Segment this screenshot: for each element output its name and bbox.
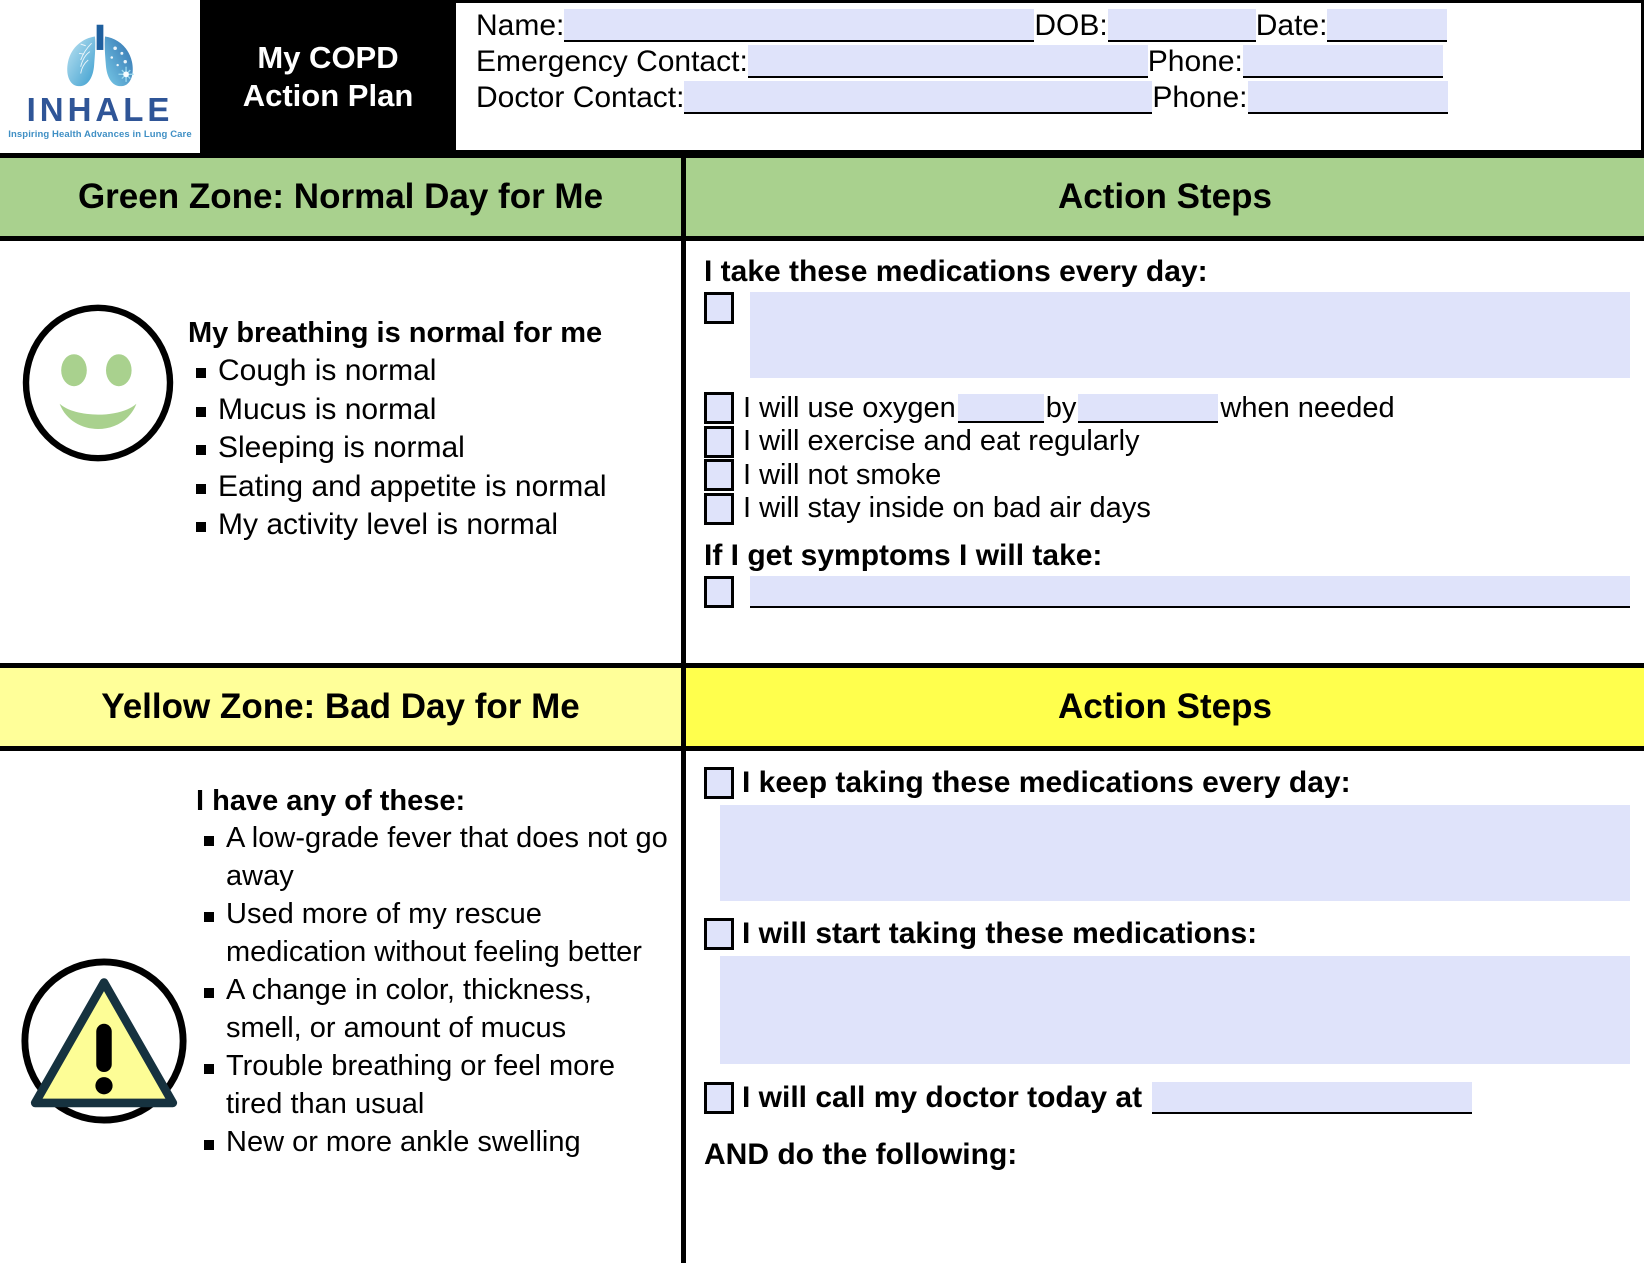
list-item: Trouble breathing or feel more tired than usual [196,1048,673,1124]
doctor-phone-input[interactable] [1248,81,1448,114]
yellow-start-meds-label: I will start taking these medications: [742,917,1258,951]
green-oxygen-checkbox[interactable] [704,392,734,424]
green-oxygen-row [704,392,1630,424]
oxygen-suffix-label: when needed [1220,392,1395,424]
emergency-phone-label: Phone: [1147,44,1243,78]
green-badair-label: I will stay inside on bad air days [743,492,1151,525]
yellow-zone-actions-column [686,668,1644,1263]
name-dob-date-row [476,9,1629,42]
brand-logo [0,0,200,153]
green-symptom-list [188,352,607,544]
yellow-zone-actions-body [686,751,1644,1263]
green-symptom-text [188,303,607,544]
yellow-keep-meds-label: I keep taking these medications every day: [742,766,1351,800]
green-symptom-lead: My breathing is normal for me [188,317,603,349]
yellow-zone-symptoms-column [0,668,686,1263]
yellow-zone-symptoms-body [0,751,681,1263]
list-item: Eating and appetite is normal [188,468,607,506]
date-input[interactable] [1327,9,1447,42]
dob-input[interactable] [1108,9,1256,42]
green-exercise-label: I will exercise and eat regularly [743,425,1140,458]
emergency-phone-input[interactable] [1243,45,1443,78]
oxygen-mid-label: by [1045,392,1077,424]
oxygen-flow-input[interactable] [958,394,1044,423]
yellow-start-meds-row [704,918,1630,950]
green-symptom-meds-row [704,576,1630,608]
green-symptom-meds-input[interactable] [750,576,1630,608]
list-item: Used more of my rescue medication without feeling better [196,896,673,972]
yellow-call-doctor-checkbox[interactable] [704,1082,734,1114]
emergency-contact-label: Emergency Contact: [476,44,748,78]
document-header [0,0,1644,153]
green-action-steps-header: Action Steps [686,158,1644,241]
lungs-icon [57,18,143,92]
yellow-call-doctor-row [704,1081,1630,1115]
yellow-start-meds-input[interactable] [720,956,1630,1064]
doctor-contact-row [476,81,1629,114]
green-zone-symptoms-body [0,241,681,663]
yellow-action-steps-header: Action Steps [686,668,1644,751]
warning-triangle-icon [18,955,190,1127]
list-item: Sleeping is normal [188,429,607,467]
yellow-keep-meds-row [704,767,1630,799]
green-exercise-checkbox[interactable] [704,426,734,458]
doctor-phone-label: Phone: [1152,80,1248,114]
green-symptom-meds-header: If I get symptoms I will take: [704,538,1103,572]
emergency-contact-input[interactable] [748,45,1148,78]
list-item: A change in color, thickness, smell, or amount of mucus [196,972,673,1048]
green-zone-section [0,153,1644,663]
list-item: New or more ankle swelling [196,1124,673,1162]
green-symptom-meds-checkbox[interactable] [704,576,734,608]
yellow-zone-section [0,663,1644,1263]
green-zone-actions-column [686,158,1644,663]
yellow-keep-meds-input[interactable] [720,805,1630,901]
list-item: A low-grade fever that does not go away [196,820,673,896]
document-title-line2: Action Plan [242,77,414,113]
doctor-contact-label: Doctor Contact: [476,80,685,114]
document-title-line1: My COPD [257,39,399,75]
warning-icon-wrap [18,779,190,1127]
emergency-contact-row [476,45,1629,78]
smiley-face-icon [18,303,178,463]
yellow-symptom-lead: I have any of these: [196,785,466,817]
oxygen-device-input[interactable] [1078,394,1218,423]
yellow-symptom-text [196,779,673,1162]
green-badair-row [704,492,1630,524]
list-item: My activity level is normal [188,506,607,544]
name-label: Name: [476,8,565,42]
yellow-call-doctor-label: I will call my doctor today at [742,1081,1143,1114]
name-input[interactable] [564,9,1034,42]
brand-name: INHALE [26,90,174,128]
yellow-zone-header: Yellow Zone: Bad Day for Me [0,668,681,751]
date-label: Date: [1255,8,1328,42]
yellow-symptom-list [196,820,673,1162]
document-title [200,0,456,153]
green-zone-symptoms-column [0,158,686,663]
green-daily-meds-row [704,292,1630,378]
green-exercise-row [704,425,1630,457]
oxygen-prefix-label: I will use oxygen [743,392,956,424]
yellow-and-do-label: AND do the following: [704,1138,1018,1171]
doctor-contact-input[interactable] [684,81,1152,114]
green-nosmoke-row [704,459,1630,491]
list-item: Mucus is normal [188,391,607,429]
green-zone-actions-body [686,241,1644,663]
brand-tagline: Inspiring Health Advances in Lung Care [8,128,192,140]
green-zone-header: Green Zone: Normal Day for Me [0,158,681,241]
patient-info-fields [456,0,1644,153]
green-nosmoke-label: I will not smoke [743,458,942,491]
dob-label: DOB: [1034,8,1108,42]
green-daily-meds-input[interactable] [750,292,1630,378]
green-daily-meds-header: I take these medications every day: [704,255,1208,288]
green-badair-checkbox[interactable] [704,493,734,525]
yellow-start-meds-checkbox[interactable] [704,918,734,950]
yellow-keep-meds-checkbox[interactable] [704,767,734,799]
yellow-call-doctor-input[interactable] [1152,1082,1472,1114]
green-daily-meds-checkbox[interactable] [704,292,734,324]
list-item: Cough is normal [188,352,607,390]
green-nosmoke-checkbox[interactable] [704,459,734,491]
